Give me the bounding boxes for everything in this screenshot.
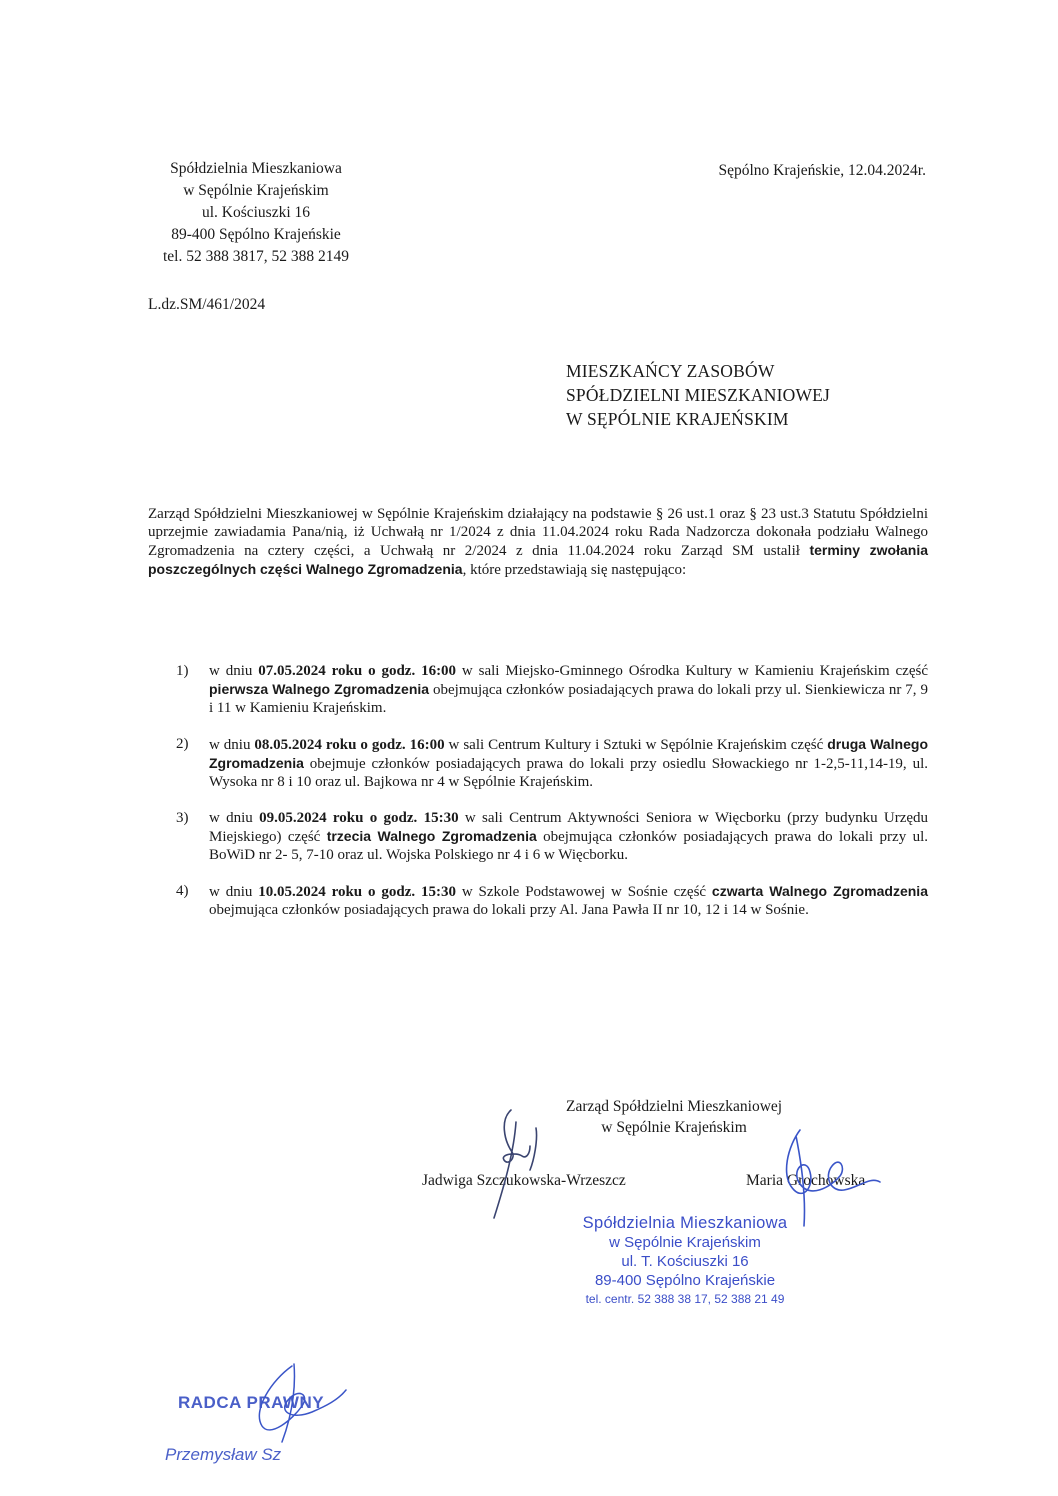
item-text: w dniu: [209, 737, 255, 753]
item-date: 09.05.2024 roku o godz. 15:30: [259, 810, 459, 826]
item-number: 2): [176, 736, 189, 752]
sender-line: ul. Kościuszki 16: [201, 204, 311, 221]
item-text: w sali Centrum Kultury i Sztuki w Sępólnie Krajeńskim część: [444, 737, 828, 753]
legal-advisor-stamp-title: RADCA PRAWNY: [178, 1393, 325, 1412]
stamp-line: tel. centr. 52 388 38 17, 52 388 21 49: [585, 1292, 785, 1306]
intro-bold-text: terminy zwołania poszczególnych części Walnego Zgromadzenia: [148, 542, 929, 577]
stamp-line: w Sępólnie Krajeńskim: [609, 1234, 761, 1251]
legal-advisor-stamp-name: Przemysław Sz: [165, 1445, 282, 1464]
stamp-line: 89-400 Sępólno Krajeńskie: [594, 1272, 776, 1289]
addressee-line: W SĘPÓLNIE KRAJEŃSKIM: [566, 409, 789, 429]
list-item: [176, 735, 928, 791]
item-text: w dniu: [209, 884, 259, 900]
cooperative-stamp: [560, 1214, 810, 1309]
item-date: 10.05.2024 roku o godz. 15:30: [258, 884, 456, 900]
item-text: w sali Miejsko-Gminnego Ośrodka Kultury w Kamieniu Krajeńskim część: [456, 663, 928, 679]
sender-line: tel. 52 388 3817, 52 388 2149: [163, 248, 349, 265]
item-text: w sali Centrum Aktywności Seniora w Więcborku (przy budynku Urzędu Miejskiego) część: [209, 810, 929, 845]
sender-line: 89-400 Sępólno Krajeńskie: [171, 226, 341, 243]
signature-1-icon: [486, 1100, 556, 1225]
addressee-line: MIESZKAŃCY ZASOBÓW: [566, 361, 775, 381]
item-text: w dniu: [209, 810, 260, 826]
list-item: [176, 882, 928, 919]
signatory-name-1: Jadwiga Szczukowska-Wrzeszcz: [422, 1172, 626, 1189]
addressee-line: SPÓŁDZIELNI MIESZKANIOWEJ: [566, 385, 831, 405]
board-title: [566, 1096, 782, 1138]
sender-address: [120, 158, 392, 268]
sender-line: Spółdzielnia Mieszkaniowa: [170, 160, 342, 177]
board-line: Zarząd Spółdzielni Mieszkaniowej: [566, 1098, 783, 1115]
addressee: [566, 359, 830, 431]
item-text: obejmująca członków posiadających prawa do lokali przy ul. Sienkiewicza nr 7, 9 i 11 w Kamieniu Krajeńskim.: [209, 682, 928, 716]
item-number: 3): [176, 810, 189, 826]
item-number: 4): [176, 883, 189, 899]
item-part: czwarta Walnego Zgromadzenia: [711, 883, 928, 899]
item-text: obejmująca członków posiadających prawa do lokali przy Al. Jana Pawła II nr 10, 12 i 14 w Sośnie.: [209, 902, 809, 918]
list-item: [176, 809, 928, 864]
intro-text: Zarząd Spółdzielni Mieszkaniowej w Sępólnie Krajeńskim działający na podstawie § 26 ust.1 oraz § 23 ust.3 Statutu Spółdzielni uprzejmie zawiadamia Pana/nią, iż Uchwałą nr 1/2024 z dnia 11.04.2024 roku Rada Nadzorcza dokonała podziału Walnego Zgromadzenia na cztery części, a Uchwałą nr 2/2024 z dnia 11.04.2024 roku Zarząd SM ustalił: [148, 506, 928, 559]
item-date: 07.05.2024 roku o godz. 16:00: [258, 663, 457, 679]
item-text: obejmująca członków posiadających prawa do lokali przy ul. BoWiD nr 2- 5, 7-10 oraz ul. Wojska Polskiego nr 4 i 6 w Więcborku.: [209, 829, 928, 863]
item-date: 08.05.2024 roku o godz. 16:00: [254, 737, 445, 753]
item-number: 1): [176, 663, 189, 679]
reference-number: L.dz.SM/461/2024: [148, 296, 266, 313]
sender-line: w Sępólnie Krajeńskim: [183, 182, 329, 199]
item-part: trzecia Walnego Zgromadzenia: [326, 828, 537, 844]
item-text: w dniu: [209, 663, 259, 679]
item-text: w Szkole Podstawowej w Sośnie część: [455, 884, 712, 900]
item-text: obejmuje członków posiadających prawa do lokali przy osiedlu Słowackiego nr 1-2,5-11,14-19, ul. Wysoka nr 8 i 10 oraz ul. Bajkowa nr 4 w Sępólnie Krajeńskim.: [209, 756, 928, 790]
board-line: w Sępólnie Krajeńskim: [601, 1119, 747, 1136]
item-part: pierwsza Walnego Zgromadzenia: [209, 681, 430, 697]
place-and-date: Sępólno Krajeńskie, 12.04.2024r.: [718, 162, 926, 179]
signature-3-icon: [222, 1360, 352, 1445]
stamp-line: Spółdzielnia Mieszkaniowa: [582, 1214, 788, 1232]
item-part: druga Walnego Zgromadzenia: [209, 736, 929, 771]
meeting-list: [176, 662, 928, 937]
intro-paragraph: [148, 505, 928, 579]
signatory-name-2: Maria Grochowska: [746, 1172, 866, 1189]
list-item: [176, 662, 928, 717]
intro-text-end: , które przedstawiają się następująco:: [462, 562, 687, 578]
stamp-line: ul. T. Kościuszki 16: [621, 1253, 749, 1270]
